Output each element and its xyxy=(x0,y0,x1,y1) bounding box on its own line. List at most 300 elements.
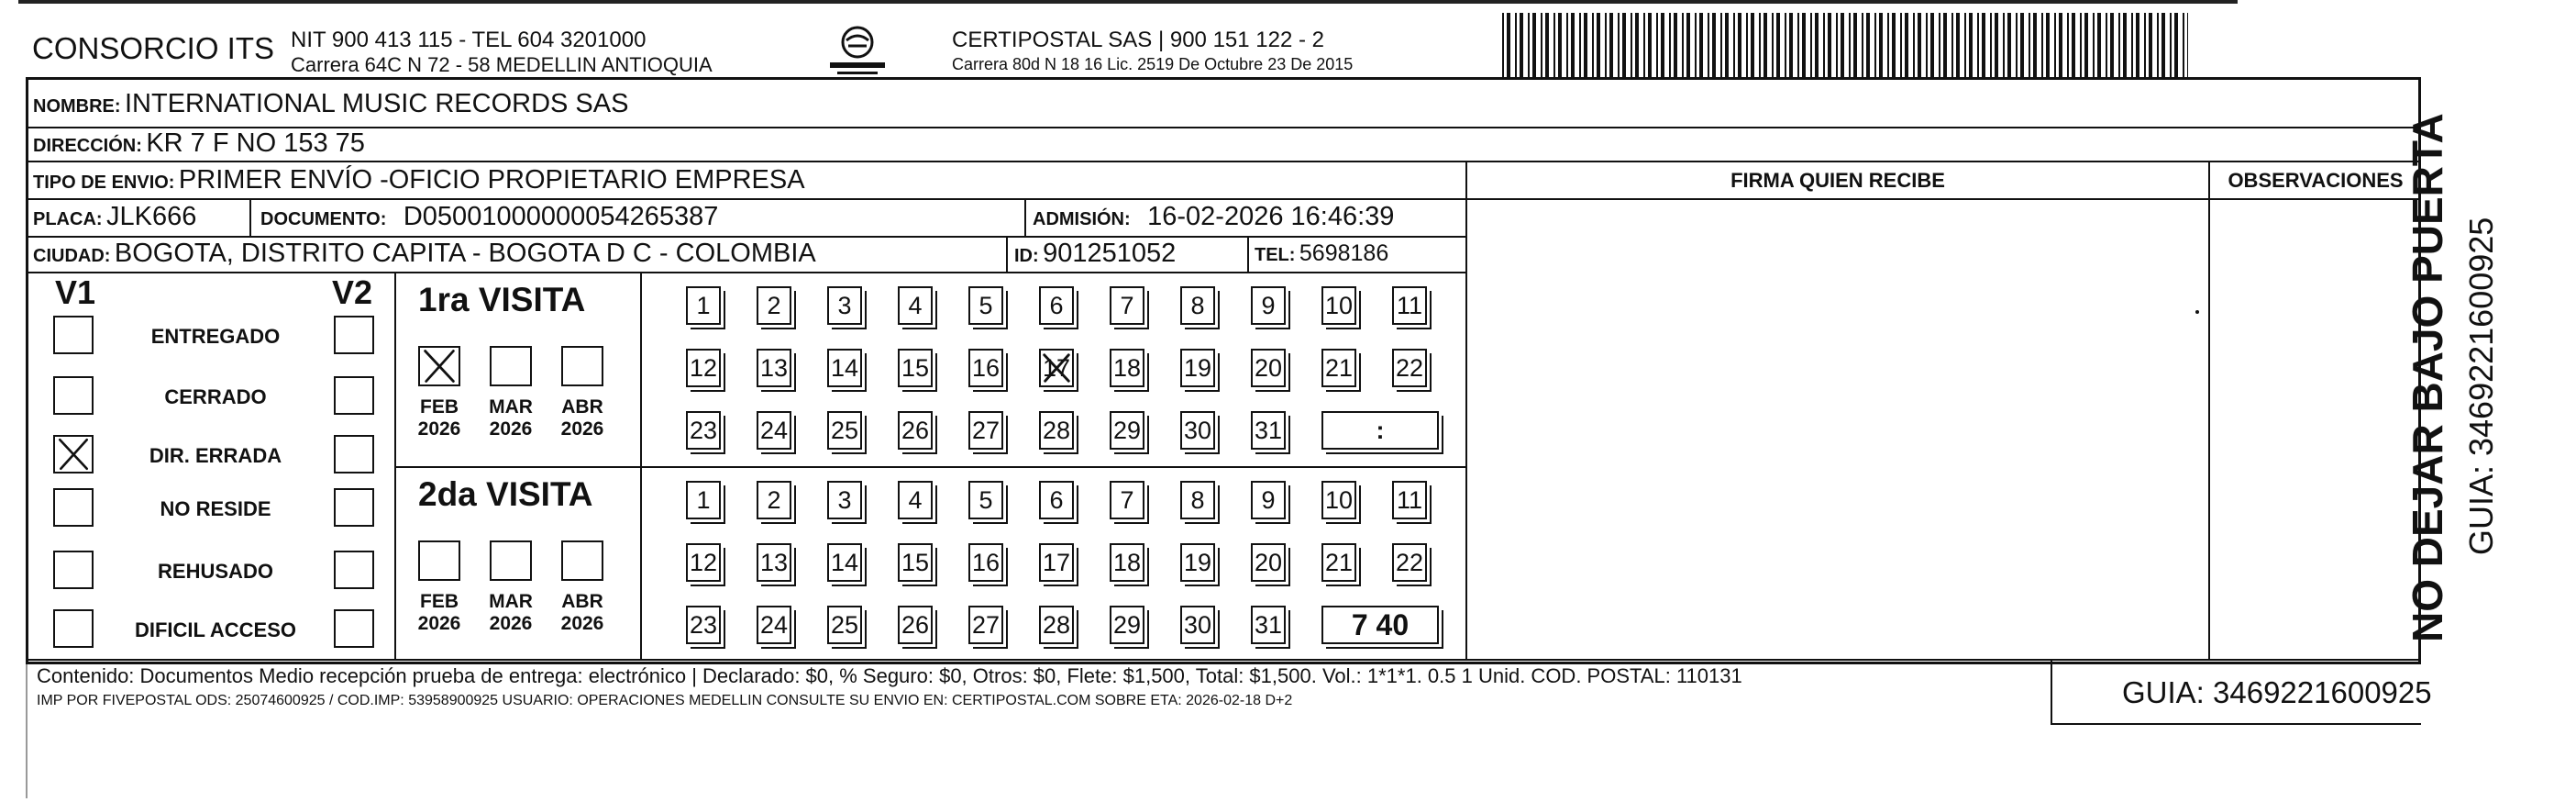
barcode-bar xyxy=(1862,13,1863,77)
barcode-bar xyxy=(1643,13,1645,77)
day-box[interactable] xyxy=(1321,349,1356,387)
month-checkbox[interactable] xyxy=(561,540,603,581)
barcode-bar xyxy=(1866,13,1870,77)
id-field xyxy=(1014,239,1176,269)
day-box[interactable] xyxy=(827,543,862,582)
barcode-bar xyxy=(2059,13,2062,77)
barcode-bar xyxy=(1789,13,1793,77)
day-box[interactable] xyxy=(1251,286,1286,325)
day-number: 15 xyxy=(901,548,930,576)
barcode-bar xyxy=(1892,13,1896,77)
visit-time: 7 40 xyxy=(1351,607,1410,641)
col-divider xyxy=(640,272,642,659)
status-v1-checkbox[interactable] xyxy=(53,609,94,648)
month-year: 2026 xyxy=(417,613,461,634)
day-box[interactable] xyxy=(1392,543,1427,582)
nombre-label: NOMBRE: xyxy=(33,96,121,117)
day-number: 21 xyxy=(1324,548,1354,576)
barcode-bar xyxy=(2084,13,2088,77)
day-box[interactable] xyxy=(757,543,791,582)
col-divider xyxy=(1247,236,1249,272)
day-box[interactable] xyxy=(1392,286,1427,325)
day-box[interactable] xyxy=(968,606,1003,644)
day-box[interactable] xyxy=(1392,481,1427,519)
day-box[interactable] xyxy=(898,543,933,582)
footer-content: Contenido: Documentos Medio recepción prueba de entrega: electrónico | Declarado: $0, % Seguro: $0, Otros: $0, Flete: $1,500, Total: $1,500. Vol.: 1*1*1. 0.5 1 Unid. COD. POSTAL: 110131 xyxy=(37,664,1742,687)
day-number: 27 xyxy=(971,610,1001,639)
barcode-bar xyxy=(1738,13,1741,77)
day-number: 14 xyxy=(830,353,859,382)
barcode-bar xyxy=(1682,13,1684,77)
col-divider xyxy=(249,198,251,236)
day-box[interactable] xyxy=(1321,543,1356,582)
visit-divider xyxy=(394,466,1465,468)
barcode-bar xyxy=(1879,13,1883,77)
direccion-row xyxy=(33,128,365,159)
day-number: 17 xyxy=(1042,353,1071,382)
month-label xyxy=(552,591,613,635)
day-box[interactable] xyxy=(1180,543,1215,582)
visit-time: : xyxy=(1376,416,1385,444)
day-box[interactable] xyxy=(968,543,1003,582)
barcode-bar xyxy=(2123,13,2127,77)
day-number: 2 xyxy=(767,485,781,514)
day-number: 3 xyxy=(837,291,852,319)
status-v1-checkbox[interactable] xyxy=(53,376,94,415)
row-divider xyxy=(26,198,1465,200)
status-v2-checkbox[interactable] xyxy=(334,316,374,354)
barcode-bar xyxy=(1905,13,1908,77)
day-box[interactable] xyxy=(1180,286,1215,325)
barcode-bar xyxy=(2170,13,2172,77)
barcode-bar xyxy=(1597,13,1600,77)
day-box[interactable] xyxy=(827,606,862,644)
barcode-bar xyxy=(2131,13,2133,77)
barcode-bar xyxy=(2033,13,2037,77)
barcode-bar xyxy=(1956,13,1960,77)
col-divider xyxy=(1465,161,1467,659)
day-number: 16 xyxy=(971,353,1001,382)
barcode-bar xyxy=(1579,13,1581,77)
barcode-bar xyxy=(1964,13,1966,77)
no-dejar-warning: NO DEJAR BAJO PUERTA xyxy=(2404,113,2451,642)
barcode-bar xyxy=(1699,13,1703,77)
day-box[interactable] xyxy=(827,481,862,519)
day-box[interactable] xyxy=(1039,543,1074,582)
barcode-bar xyxy=(1918,13,1921,77)
barcode-bar xyxy=(2144,13,2146,77)
status-v2-checkbox[interactable] xyxy=(334,435,374,473)
month-name: FEB xyxy=(420,396,459,418)
barcode-bar xyxy=(1648,13,1652,77)
day-number: 29 xyxy=(1112,416,1142,444)
day-box[interactable] xyxy=(968,349,1003,387)
day-box[interactable] xyxy=(1110,606,1144,644)
barcode-bar xyxy=(1943,13,1947,77)
barcode-bar xyxy=(1874,13,1876,77)
visit-time-box[interactable] xyxy=(1321,411,1439,450)
day-box[interactable] xyxy=(898,349,933,387)
row-divider xyxy=(1465,198,2421,200)
barcode-bar xyxy=(1541,13,1542,77)
barcode-bar xyxy=(2110,13,2114,77)
day-box[interactable] xyxy=(968,481,1003,519)
barcode-bar xyxy=(1712,13,1716,77)
status-v1-checkbox[interactable] xyxy=(53,316,94,354)
day-box[interactable] xyxy=(1180,481,1215,519)
row-divider xyxy=(26,161,2421,162)
day-box[interactable] xyxy=(968,411,1003,450)
day-box[interactable] xyxy=(1110,411,1144,450)
barcode-bar xyxy=(2003,13,2005,77)
company-nit: NIT 900 413 115 - TEL 604 3201000 xyxy=(291,28,647,52)
barcode-bar xyxy=(1661,13,1664,77)
ciudad-field xyxy=(33,239,816,269)
barcode-bar xyxy=(1674,13,1677,77)
day-number: 7 xyxy=(1120,485,1134,514)
barcode-bar xyxy=(1686,13,1690,77)
day-number: 1 xyxy=(696,485,711,514)
day-box[interactable] xyxy=(898,286,933,325)
direccion-value: KR 7 F NO 153 75 xyxy=(146,128,365,158)
barcode-bar xyxy=(1545,13,1549,77)
day-number: 17 xyxy=(1042,548,1071,576)
left-edge-mark xyxy=(26,664,28,798)
day-box[interactable] xyxy=(1039,411,1074,450)
day-box[interactable] xyxy=(757,411,791,450)
month-year: 2026 xyxy=(417,418,461,440)
status-label: CERRADO xyxy=(164,385,267,408)
id-label: ID: xyxy=(1014,246,1039,266)
day-number: 5 xyxy=(978,291,993,319)
day-box[interactable] xyxy=(686,411,721,450)
day-box[interactable] xyxy=(757,286,791,325)
observaciones-header: OBSERVACIONES xyxy=(2228,169,2404,192)
col-divider xyxy=(1006,236,1008,272)
day-number: 18 xyxy=(1112,353,1142,382)
day-box[interactable] xyxy=(898,606,933,644)
day-number: 22 xyxy=(1395,548,1424,576)
day-box[interactable] xyxy=(757,606,791,644)
barcode-bar xyxy=(1995,13,1998,77)
day-box[interactable] xyxy=(898,481,933,519)
month-checkbox[interactable] xyxy=(418,540,460,581)
day-number: 15 xyxy=(901,353,930,382)
status-v2-checkbox[interactable] xyxy=(334,551,374,589)
day-box[interactable] xyxy=(827,286,862,325)
barcode-bar xyxy=(1656,13,1658,77)
status-label: DIFICIL ACCESO xyxy=(134,618,296,641)
day-box[interactable] xyxy=(1110,349,1144,387)
day-box[interactable] xyxy=(968,286,1003,325)
day-box[interactable] xyxy=(686,481,721,519)
barcode-bar xyxy=(2046,13,2050,77)
day-box[interactable] xyxy=(1321,286,1356,325)
barcode-bar xyxy=(1631,13,1632,77)
barcode-bar xyxy=(1977,13,1979,77)
day-number: 8 xyxy=(1190,485,1205,514)
day-number: 5 xyxy=(978,485,993,514)
barcode-bar xyxy=(1990,13,1992,77)
nombre-row xyxy=(33,89,628,119)
barcode-bar xyxy=(1635,13,1639,77)
col-divider xyxy=(1024,198,1026,236)
admision-value: 16-02-2026 16:46:39 xyxy=(1147,202,1395,231)
day-box[interactable] xyxy=(1321,481,1356,519)
side-guia: GUIA: 3469221600925 xyxy=(2462,217,2500,555)
admision-field xyxy=(1033,202,1394,232)
day-number: 14 xyxy=(830,548,859,576)
day-box[interactable] xyxy=(1039,349,1074,387)
barcode-icon xyxy=(1502,13,2188,77)
barcode-bar xyxy=(1776,13,1780,77)
admision-label: ADMISIÓN: xyxy=(1033,209,1131,229)
barcode-bar xyxy=(1571,13,1575,77)
day-box[interactable] xyxy=(1251,606,1286,644)
day-number: 13 xyxy=(759,548,789,576)
barcode-bar xyxy=(2106,13,2107,77)
barcode-bar xyxy=(2136,13,2139,77)
day-box[interactable] xyxy=(1180,411,1215,450)
status-v2-checkbox[interactable] xyxy=(334,609,374,648)
status-v2-checkbox[interactable] xyxy=(334,376,374,415)
barcode-bar xyxy=(2029,13,2030,77)
day-number: 19 xyxy=(1183,548,1212,576)
col-divider xyxy=(2208,161,2210,659)
barcode-bar xyxy=(2161,13,2165,77)
day-box[interactable] xyxy=(1039,606,1074,644)
month-year: 2026 xyxy=(560,418,604,440)
barcode-bar xyxy=(1622,13,1626,77)
day-box[interactable] xyxy=(1251,349,1286,387)
month-checkbox[interactable] xyxy=(490,346,532,386)
v1-header: V1 xyxy=(55,273,96,311)
id-value: 901251052 xyxy=(1043,239,1177,268)
barcode-bar xyxy=(1558,13,1562,77)
day-number: 22 xyxy=(1395,353,1424,382)
barcode-bar xyxy=(1823,13,1825,77)
row-divider xyxy=(26,659,2421,661)
barcode-bar xyxy=(1815,13,1819,77)
tipo-envio-label: TIPO DE ENVIO: xyxy=(33,173,175,193)
month-checkbox[interactable] xyxy=(561,346,603,386)
day-box[interactable] xyxy=(827,411,862,450)
day-box[interactable] xyxy=(1039,481,1074,519)
day-box[interactable] xyxy=(898,411,933,450)
day-box[interactable] xyxy=(827,349,862,387)
day-number: 25 xyxy=(830,416,859,444)
day-number: 8 xyxy=(1190,291,1205,319)
tel-field xyxy=(1255,240,1388,267)
barcode-bar xyxy=(2149,13,2152,77)
barcode-bar xyxy=(1930,13,1934,77)
check-x-icon xyxy=(418,346,460,386)
barcode-bar xyxy=(1584,13,1587,77)
placa-value: JLK666 xyxy=(106,202,197,231)
status-label: REHUSADO xyxy=(158,560,273,583)
day-number: 12 xyxy=(689,353,718,382)
month-name: FEB xyxy=(420,591,459,612)
day-number: 24 xyxy=(759,416,789,444)
day-box[interactable] xyxy=(1180,349,1215,387)
col-divider xyxy=(394,272,396,659)
month-label xyxy=(552,396,613,440)
barcode-bar xyxy=(1759,13,1761,77)
month-name: ABR xyxy=(561,591,603,612)
day-box[interactable] xyxy=(1392,349,1427,387)
barcode-bar xyxy=(2020,13,2024,77)
day-number: 18 xyxy=(1112,548,1142,576)
month-year: 2026 xyxy=(489,418,533,440)
barcode-bar xyxy=(1969,13,1973,77)
barcode-bar xyxy=(2067,13,2069,77)
day-number: 28 xyxy=(1042,416,1071,444)
status-label: DIR. ERRADA xyxy=(149,444,282,467)
day-number: 30 xyxy=(1183,416,1212,444)
month-year: 2026 xyxy=(560,613,604,634)
day-box[interactable] xyxy=(686,349,721,387)
day-number: 11 xyxy=(1396,291,1423,319)
certipostal-name: CERTIPOSTAL SAS | 900 151 122 - 2 xyxy=(952,28,1324,52)
day-box[interactable] xyxy=(1251,481,1286,519)
barcode-bar xyxy=(1797,13,1799,77)
barcode-bar xyxy=(2080,13,2082,77)
firma-header: FIRMA QUIEN RECIBE xyxy=(1730,169,1945,192)
barcode-bar xyxy=(1618,13,1620,77)
documento-field xyxy=(260,202,718,232)
barcode-bar xyxy=(1802,13,1806,77)
day-number: 20 xyxy=(1254,548,1283,576)
month-label xyxy=(481,591,541,635)
ciudad-value: BOGOTA, DISTRITO CAPITA - BOGOTA D C - COLOMBIA xyxy=(114,239,816,268)
ciudad-label: CIUDAD: xyxy=(33,246,111,266)
barcode-bar xyxy=(1553,13,1555,77)
row-divider xyxy=(26,127,2421,128)
placa-field xyxy=(33,202,196,232)
day-number: 4 xyxy=(908,485,923,514)
barcode-bar xyxy=(1772,13,1774,77)
day-number: 26 xyxy=(901,610,930,639)
barcode-bar xyxy=(1609,13,1613,77)
barcode-bar xyxy=(1720,13,1722,77)
day-box[interactable] xyxy=(1110,286,1144,325)
barcode-bar xyxy=(1502,13,1504,77)
status-v1-checkbox[interactable] xyxy=(53,488,94,527)
day-number: 9 xyxy=(1261,485,1276,514)
barcode-bar xyxy=(1982,13,1985,77)
month-checkbox[interactable] xyxy=(418,346,460,386)
check-x-icon xyxy=(53,435,94,473)
day-box[interactable] xyxy=(1180,606,1215,644)
barcode-bar xyxy=(2093,13,2095,77)
direccion-label: DIRECCIÓN: xyxy=(33,136,142,156)
day-box[interactable] xyxy=(757,481,791,519)
day-number: 30 xyxy=(1183,610,1212,639)
day-box[interactable] xyxy=(757,349,791,387)
status-label: ENTREGADO xyxy=(150,325,281,348)
day-number: 23 xyxy=(689,416,718,444)
day-number: 6 xyxy=(1049,485,1064,514)
day-number: 27 xyxy=(971,416,1001,444)
barcode-bar xyxy=(1887,13,1889,77)
day-box[interactable] xyxy=(1110,543,1144,582)
visit-title: 2da VISITA xyxy=(418,475,593,513)
row-divider xyxy=(26,236,1465,238)
barcode-bar xyxy=(2174,13,2178,77)
day-number: 16 xyxy=(971,548,1001,576)
month-label xyxy=(481,396,541,440)
barcode-bar xyxy=(1763,13,1767,77)
day-number: 11 xyxy=(1396,485,1423,514)
barcode-bar xyxy=(1810,13,1812,77)
documento-value: D05001000000054265387 xyxy=(403,202,719,231)
month-name: MAR xyxy=(489,396,533,418)
nombre-value: INTERNATIONAL MUSIC RECORDS SAS xyxy=(125,89,629,118)
day-number: 7 xyxy=(1120,291,1134,319)
tipo-envio-value: PRIMER ENVÍO -OFICIO PROPIETARIO EMPRESA xyxy=(178,165,805,195)
tipo-envio-row xyxy=(33,165,805,195)
barcode-bar xyxy=(1939,13,1940,77)
barcode-bar xyxy=(1751,13,1754,77)
barcode-bar xyxy=(2157,13,2159,77)
day-box[interactable] xyxy=(1110,481,1144,519)
day-number: 20 xyxy=(1254,353,1283,382)
month-checkbox[interactable] xyxy=(490,540,532,581)
top-border xyxy=(18,0,2238,4)
barcode-bar xyxy=(1592,13,1594,77)
day-box[interactable] xyxy=(1251,543,1286,582)
status-v1-checkbox[interactable] xyxy=(53,435,94,473)
barcode-bar xyxy=(1733,13,1735,77)
barcode-bar xyxy=(1507,13,1510,77)
day-box[interactable] xyxy=(686,606,721,644)
barcode-bar xyxy=(1785,13,1786,77)
row-divider xyxy=(26,272,1465,273)
barcode-bar xyxy=(2016,13,2018,77)
day-box[interactable] xyxy=(686,286,721,325)
day-number: 28 xyxy=(1042,610,1071,639)
barcode-bar xyxy=(2054,13,2056,77)
barcode-bar xyxy=(1828,13,1831,77)
barcode-bar xyxy=(2041,13,2043,77)
footer-impression: IMP POR FIVEPOSTAL ODS: 25074600925 / COD.IMP: 53958900925 USUARIO: OPERACIONES MEDELLIN CONSULTE SU ENVIO EN: CERTIPOSTAL.COM SOBRE ETA: 2026-02-18 D+2 xyxy=(37,693,1293,708)
day-box[interactable] xyxy=(686,543,721,582)
barcode-bar xyxy=(1926,13,1928,77)
barcode-bar xyxy=(1566,13,1568,77)
barcode-bar xyxy=(2097,13,2101,77)
barcode-bar xyxy=(1708,13,1709,77)
status-label: NO RESIDE xyxy=(160,497,271,520)
status-v2-checkbox[interactable] xyxy=(334,488,374,527)
day-box[interactable] xyxy=(1251,411,1286,450)
day-number: 26 xyxy=(901,416,930,444)
day-number: 31 xyxy=(1254,416,1283,444)
day-number: 4 xyxy=(908,291,923,319)
barcode-bar xyxy=(1669,13,1671,77)
day-number: 6 xyxy=(1049,291,1064,319)
status-v1-checkbox[interactable] xyxy=(53,551,94,589)
day-number: 21 xyxy=(1324,353,1354,382)
barcode-bar xyxy=(1836,13,1838,77)
day-box[interactable] xyxy=(1039,286,1074,325)
visit-time-box[interactable] xyxy=(1321,606,1439,644)
guia-number: GUIA: 3469221600925 xyxy=(2122,675,2432,709)
barcode-bar xyxy=(1528,13,1530,77)
barcode-bar xyxy=(2118,13,2120,77)
month-year: 2026 xyxy=(489,613,533,634)
barcode-bar xyxy=(1532,13,1536,77)
barcode-bar xyxy=(1746,13,1748,77)
